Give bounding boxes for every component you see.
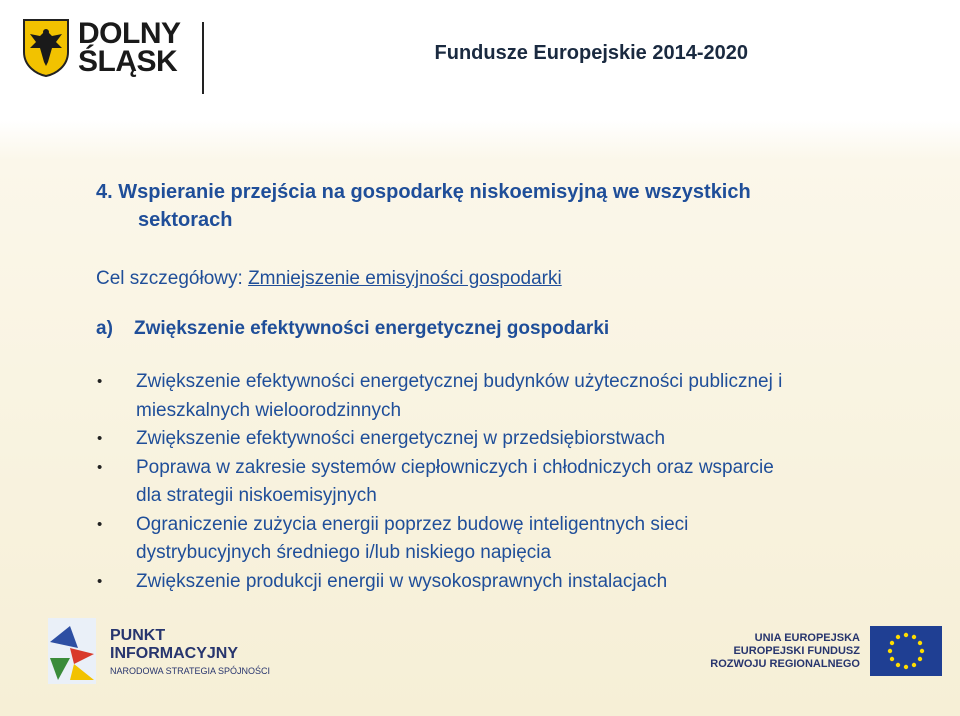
header bbox=[0, 0, 960, 110]
header-title: Fundusze Europejskie 2014-2020 bbox=[434, 42, 748, 64]
bullet-icon: • bbox=[97, 458, 103, 476]
page-title-line1: 4. Wspieranie przejścia na gospodarkę niskoemisyjną we wszystkich bbox=[96, 181, 751, 203]
eu-line2: EUROPEJSKI FUNDUSZ bbox=[733, 644, 860, 657]
list-item bbox=[96, 425, 796, 454]
nss-star-icon bbox=[44, 618, 100, 686]
pi-line2: INFORMACYJNY bbox=[110, 645, 239, 662]
pi-line3: NARODOWA STRATEGIA SPÓJNOŚCI bbox=[110, 666, 271, 676]
list-item-text: Zwiększenie efektywności energetycznej w przedsiębiorstwach bbox=[136, 428, 666, 449]
sub-heading bbox=[96, 318, 796, 340]
list-item bbox=[96, 511, 796, 568]
list-item-text: Zwiększenie produkcji energii w wysokosprawnych instalacjach bbox=[136, 570, 668, 592]
eu-line3: ROZWOJU REGIONALNEGO bbox=[710, 657, 860, 670]
bullet-list bbox=[96, 368, 796, 596]
specific-goal bbox=[96, 268, 796, 290]
list-item bbox=[96, 368, 796, 425]
header-divider bbox=[202, 22, 204, 94]
pi-line1: PUNKT bbox=[110, 627, 166, 644]
bullet-icon: • bbox=[97, 373, 103, 390]
eu-text bbox=[710, 632, 860, 671]
eu-logo bbox=[710, 626, 942, 676]
dolny-slask-logo bbox=[22, 18, 181, 78]
eagle-shield-icon bbox=[22, 18, 70, 78]
page-title-line2: sektorach bbox=[138, 209, 233, 231]
sub-heading-text: Zwiększenie efektywności energetycznej gospodarki bbox=[134, 318, 610, 339]
list-item-text: Poprawa w zakresie systemów ciepłowniczych i chłodniczych oraz wsparcie dla strategii niskoemisyjnych bbox=[136, 456, 774, 506]
bullet-icon: • bbox=[97, 430, 103, 447]
sub-heading-letter: a) bbox=[96, 318, 113, 339]
list-item bbox=[96, 568, 796, 597]
bullet-icon: • bbox=[97, 515, 103, 533]
list-item bbox=[96, 454, 796, 511]
goal-value: Zmniejszenie emisyjności gospodarki bbox=[248, 268, 562, 289]
logo-text bbox=[78, 17, 181, 78]
slide-content bbox=[96, 178, 796, 596]
eu-flag-icon bbox=[870, 626, 942, 676]
page-title bbox=[96, 178, 796, 234]
punkt-informacyjny-logo bbox=[44, 618, 270, 686]
list-item-text: Zwiększenie efektywności energetycznej budynków użyteczności publicznej i mieszkalnych wieloorodzinnych bbox=[136, 371, 783, 421]
bullet-icon: • bbox=[97, 572, 103, 590]
goal-label: Cel szczegółowy: bbox=[96, 268, 243, 289]
logo-line2: ŚLĄSK bbox=[78, 45, 178, 78]
logo-line1: DOLNY bbox=[78, 17, 181, 50]
list-item-text: Ograniczenie zużycia energii poprzez budowę inteligentnych sieci dystrybucyjnych średniego i/lub niskiego napięcia bbox=[136, 513, 689, 563]
punkt-informacyjny-text bbox=[110, 627, 270, 677]
eu-line1: UNIA EUROPEJSKA bbox=[754, 631, 860, 644]
